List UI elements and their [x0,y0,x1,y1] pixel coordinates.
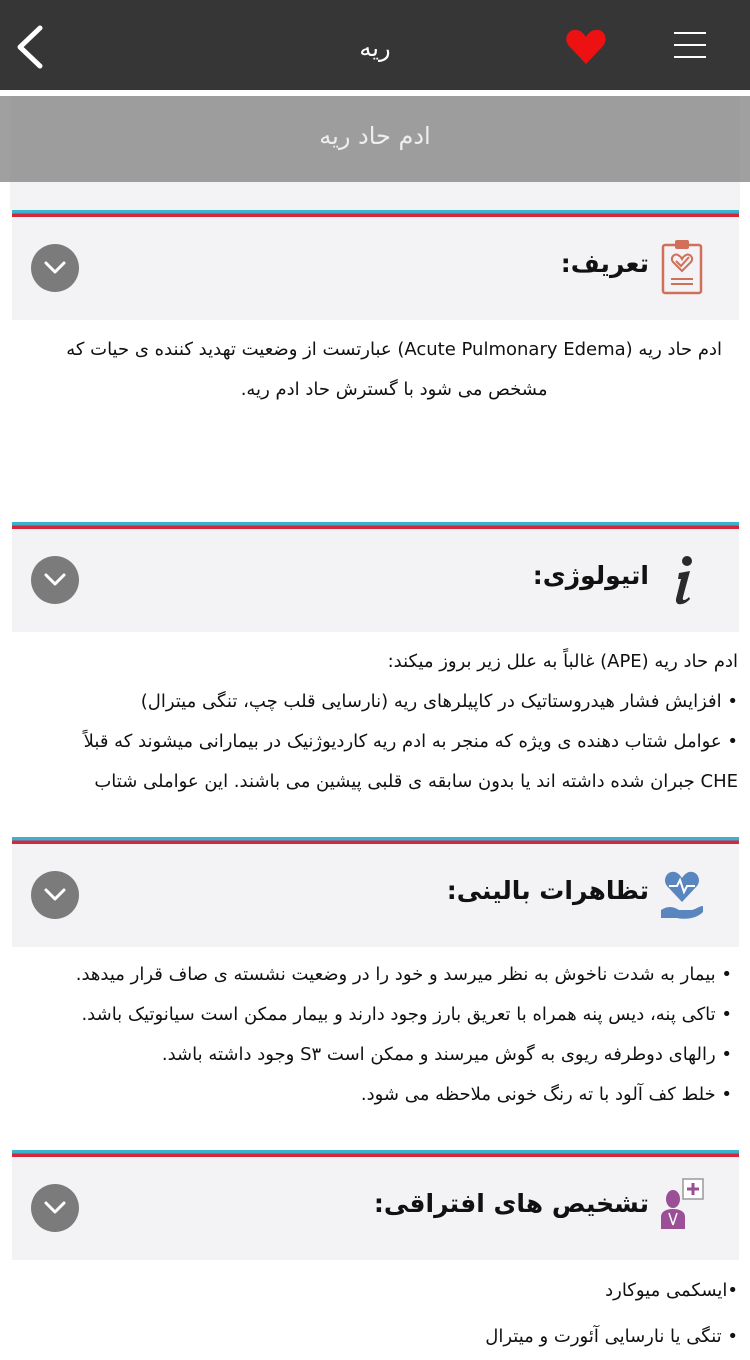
expand-toggle[interactable] [31,244,79,292]
heart-hand-icon [657,864,707,924]
clipboard-heart-icon [657,237,707,297]
topic-title-bar [0,96,750,182]
section-title: تظاهرات بالینی: [446,876,649,905]
top-app-bar [0,0,750,90]
body-line: • خلط کف آلود با ته رنگ خونی ملاحظه می شود. [360,1084,732,1105]
body-line: CHE جبران شده داشته اند یا بدون سابقه ی قلبی پیشین می باشند. این عواملی شتاب [94,771,738,792]
body-line: • تاکی پنه، دیس پنه همراه با تعریق بارز وجود دارند و بیمار ممکن است سیانوتیک باشد. [81,1004,732,1025]
section-title: تعریف: [560,249,649,278]
expand-toggle[interactable] [31,871,79,919]
body-line: •ایسکمی میوکارد [605,1280,738,1301]
section-divider [12,210,739,217]
section-header-etiology[interactable] [12,529,739,632]
section-divider [12,522,739,529]
section-header-clinical[interactable] [12,844,739,947]
section-title: اتیولوژی: [532,561,649,590]
menu-button[interactable] [672,30,712,60]
hamburger-line [674,44,706,46]
heart-icon [564,28,608,66]
section-header-differential[interactable] [12,1157,739,1260]
expand-toggle[interactable] [31,1184,79,1232]
hamburger-menu-icon [674,32,706,34]
hamburger-line [674,56,706,58]
spacer [10,182,740,210]
body-line: ادم حاد ریه (Acute Pulmonary Edema) عبارتست از وضعیت تهدید کننده ی حیات که [66,339,722,360]
page-title: ریه [359,34,391,62]
body-line: • بیمار به شدت ناخوش به نظر میرسد و خود را در وضعیت نشسته ی صاف قرار میدهد. [75,964,732,985]
chevron-down-icon [43,1198,67,1218]
chevron-down-icon [43,885,67,905]
body-line: • عوامل شتاب دهنده ی ویژه که منجر به ادم ریه کاردیوژنیک در بیمارانی میشوند که قبلاً [83,731,738,752]
section-body-etiology [84,642,738,802]
section-title: تشخیص های افتراقی: [373,1189,649,1218]
doctor-plus-icon [657,1177,707,1237]
section-header-definition[interactable] [12,217,739,320]
topic-title: ادم حاد ریه [319,122,431,150]
chevron-down-icon [43,258,67,278]
body-line: • تنگی یا نارسایی آئورت و میترال [485,1326,738,1347]
section-body-clinical [76,955,732,1115]
expand-toggle[interactable] [31,556,79,604]
section-divider [12,837,739,844]
body-line: ادم حاد ریه (APE) غالباً به علل زیر بروز میکند: [387,651,738,672]
section-body-definition [66,330,722,410]
body-line: • رالهای دوطرفه ریوی به گوش میرسند و ممکن است S۳ وجود داشته باشد. [161,1044,732,1065]
body-line: مشخص می شود با گسترش حاد ادم ریه. [240,379,548,400]
chevron-down-icon [43,570,67,590]
favorite-button[interactable] [564,28,608,66]
body-line: • افزایش فشار هیدروستاتیک در کاپیلرهای ریه (نارسایی قلب چپ، تنگی میترال) [140,691,738,712]
section-body-differential [485,1268,738,1360]
section-divider [12,1150,739,1157]
info-icon [657,549,707,609]
